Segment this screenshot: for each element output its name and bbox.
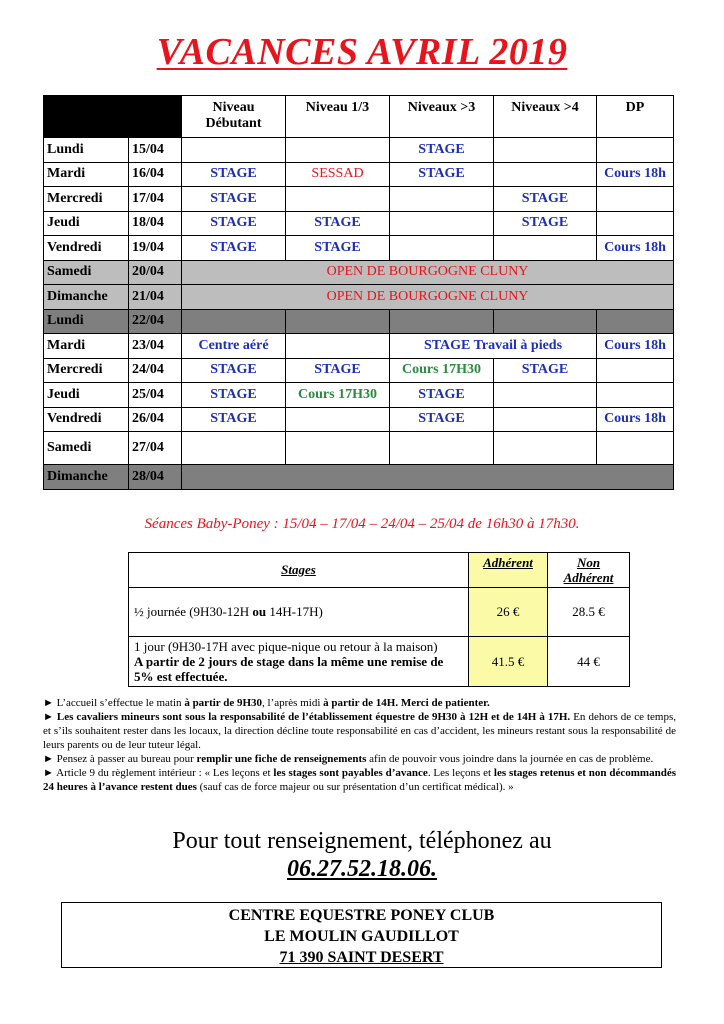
note-accueil: ► L’accueil s’effectue le matin à partir de 9H30, l’après midi à partir de 14H. Merci de patienter. [43,697,490,709]
note-responsabilite: ► Les cavaliers mineurs sont sous la responsabilité de l’établissement équestre de 9H30 à 12H et de 14H à 17H. En dehors de ce temps, et s’ils souhaitent rester dans les locaux, la direction décline toute responsabilité en cas d’accident, les mineurs restant sous la responsabilité de leurs parents ou de leur tuteur légal. [43,711,677,751]
table-row [44,383,674,408]
slot-cell: STAGE [286,358,390,383]
day-cell: Mardi [44,334,129,359]
slot-cell [390,236,494,261]
event-cell: OPEN DE BOURGOGNE CLUNY [182,260,674,285]
day-cell: Jeudi [44,383,129,408]
day-cell: Vendredi [44,236,129,261]
slot-cell [494,407,597,432]
header-dp: DP [597,96,674,138]
club-location-name: LE MOULIN GAUDILLOT [264,928,459,945]
table-row [44,138,674,163]
slot-cell: STAGE [182,407,286,432]
day-cell: Vendredi [44,407,129,432]
half-day-non-adherent-price: 28.5 € [548,588,630,637]
slot-cell: STAGE [286,236,390,261]
day-cell: Jeudi [44,211,129,236]
slot-cell: Cours 17H30 [286,383,390,408]
table-row [44,358,674,383]
date-cell: 25/04 [129,383,182,408]
slot-cell: STAGE [390,162,494,187]
price-row [129,637,630,687]
date-cell: 26/04 [129,407,182,432]
slot-cell [182,432,286,465]
slot-cell [494,138,597,163]
slot-cell [390,211,494,236]
slot-cell: STAGE [182,383,286,408]
event-cell: OPEN DE BOURGOGNE CLUNY [182,285,674,310]
date-cell: 23/04 [129,334,182,359]
day-cell: Dimanche [44,465,129,490]
date-cell: 17/04 [129,187,182,212]
slot-cell [286,138,390,163]
schedule-table [43,95,674,490]
date-cell: 20/04 [129,260,182,285]
slot-cell [182,309,286,334]
slot-cell [182,138,286,163]
slot-cell: STAGE [286,211,390,236]
half-day-adherent-price: 26 € [469,588,548,637]
slot-cell [390,309,494,334]
slot-cell [597,432,674,465]
closed-cell [182,465,674,490]
day-cell: Dimanche [44,285,129,310]
slot-cell [390,187,494,212]
table-header-row [44,96,674,138]
date-cell: 27/04 [129,432,182,465]
slot-cell [390,432,494,465]
slot-cell [597,187,674,212]
day-cell: Samedi [44,432,129,465]
table-row [44,187,674,212]
slot-cell: STAGE [182,358,286,383]
table-row [44,407,674,432]
slot-cell: Cours 18h [597,334,674,359]
table-row [44,309,674,334]
slot-cell: Cours 18h [597,236,674,261]
non-adherent-line1: Non [576,555,601,570]
date-cell: 19/04 [129,236,182,261]
header-niveaux-3: Niveaux >3 [390,96,494,138]
header-corner-day [44,96,129,138]
day-cell: Mardi [44,162,129,187]
date-cell: 15/04 [129,138,182,163]
slot-cell [286,407,390,432]
table-row [44,211,674,236]
full-day-label: 1 jour (9H30-17H avec pique-nique ou retour à la maison) A partir de 2 jours de stage dans la même une remise de 5% est effectuée. [129,637,469,687]
date-cell: 24/04 [129,358,182,383]
date-cell: 28/04 [129,465,182,490]
header-niveaux-4: Niveaux >4 [494,96,597,138]
date-cell: 22/04 [129,309,182,334]
day-cell: Samedi [44,260,129,285]
slot-cell [597,211,674,236]
price-row [129,588,630,637]
table-row [44,334,674,359]
slot-cell: STAGE [182,236,286,261]
slot-cell: Centre aéré [182,334,286,359]
contact-text: Pour tout renseignement, téléphonez au [172,828,552,854]
date-cell: 18/04 [129,211,182,236]
slot-cell [597,383,674,408]
adherent-header: Adhérent [469,553,548,588]
slot-cell: STAGE [494,187,597,212]
day-cell: Mercredi [44,187,129,212]
full-day-non-adherent-price: 44 € [548,637,630,687]
half-day-label: ½ journée (9H30-12H ou 14H-17H) [129,588,469,637]
slot-cell [494,162,597,187]
table-row [44,260,674,285]
phone-number: 06.27.52.18.06. [287,856,437,882]
slot-cell [494,383,597,408]
slot-cell [286,432,390,465]
slot-cell: STAGE [390,407,494,432]
note-reglement: ► Article 9 du règlement intérieur : « Les leçons et les stages sont payables d’avance. Les leçons et les stages retenus et non décommandés 24 heures à l’avance restent dues (sauf cas de force majeur ou sur présentation d’un certificat médical). » [43,767,676,793]
table-row [44,236,674,261]
slot-cell: STAGE [390,383,494,408]
slot-cell: STAGE Travail à pieds [390,334,597,359]
slot-cell: Cours 18h [597,162,674,187]
baby-poney-notice: Séances Baby-Poney : 15/04 – 17/04 – 24/04 – 25/04 de 16h30 à 17h30. [144,516,580,532]
slot-cell [286,187,390,212]
table-row [44,285,674,310]
stages-header: Stages [129,553,469,588]
price-header-row [129,553,630,588]
slot-cell: SESSAD [286,162,390,187]
day-cell: Mercredi [44,358,129,383]
slot-cell [597,358,674,383]
slot-cell: STAGE [390,138,494,163]
note-fiche: ► Pensez à passer au bureau pour remplir une fiche de renseignements afin de pouvoir vous joindre dans la journée en cas de problème. [43,753,654,765]
slot-cell [494,236,597,261]
slot-cell: Cours 17H30 [390,358,494,383]
slot-cell: Cours 18h [597,407,674,432]
slot-cell [494,432,597,465]
notes-section [43,696,676,794]
club-postal-address: 71 390 SAINT DESERT [279,949,444,966]
slot-cell [286,334,390,359]
price-table [128,552,630,687]
slot-cell [597,138,674,163]
slot-cell: STAGE [182,187,286,212]
slot-cell [597,309,674,334]
table-row [44,465,674,490]
slot-cell [286,309,390,334]
slot-cell: STAGE [182,211,286,236]
slot-cell: STAGE [182,162,286,187]
date-cell: 16/04 [129,162,182,187]
slot-cell: STAGE [494,211,597,236]
slot-cell: STAGE [494,358,597,383]
day-cell: Lundi [44,309,129,334]
page-title: VACANCES AVRIL 2019 [156,31,568,73]
full-day-adherent-price: 41.5 € [469,637,548,687]
header-niveau-1-3: Niveau 1/3 [286,96,390,138]
header-corner-date [129,96,182,138]
slot-cell [494,309,597,334]
day-cell: Lundi [44,138,129,163]
non-adherent-line2: Adhérent [563,570,614,585]
club-address-box [61,902,662,968]
non-adherent-header [548,553,630,588]
header-debutant: Niveau Débutant [182,96,286,138]
club-name: CENTRE EQUESTRE PONEY CLUB [228,907,495,924]
table-row [44,432,674,465]
table-row [44,162,674,187]
date-cell: 21/04 [129,285,182,310]
